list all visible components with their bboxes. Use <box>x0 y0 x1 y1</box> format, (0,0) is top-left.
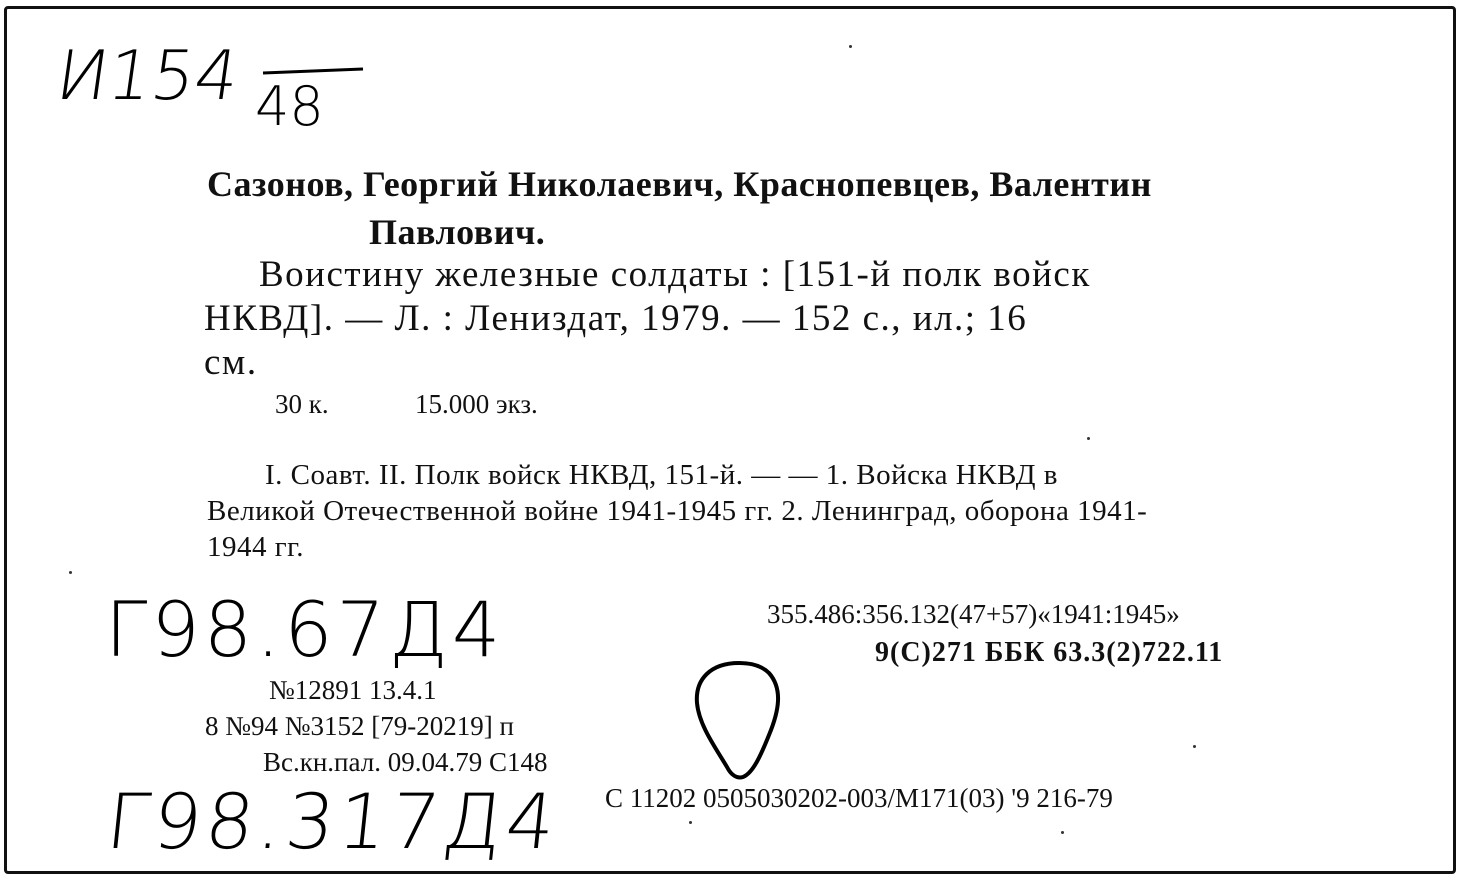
call-number-sub: 48 <box>255 75 324 138</box>
handwritten-code-1: Г98.67Д4 <box>105 585 505 674</box>
speck <box>689 821 692 824</box>
price: 30 к. <box>275 389 329 419</box>
print-run: 15.000 экз. <box>415 389 538 419</box>
author-line-2: Павлович. <box>369 212 546 252</box>
speck <box>849 45 852 48</box>
handwritten-code-2: Г98.317Д4 <box>102 777 564 866</box>
speck <box>1193 745 1196 748</box>
call-number: И154 <box>51 37 244 116</box>
notes-line-2: Великой Отечественной войне 1941-1945 гг. 2. Ленинград, оборона 1941- <box>207 495 1148 527</box>
title-line-1: Воистину железные солдаты : [151-й полк войск <box>259 254 1091 295</box>
speck <box>69 571 72 574</box>
punch-hole <box>691 659 791 789</box>
index-line: С 11202 0505030202-003/М171(03) '9 216-79 <box>605 783 1113 813</box>
speck <box>1061 831 1064 834</box>
author-line-1: Сазонов, Георгий Николаевич, Краснопевцев, Валентин <box>207 164 1152 204</box>
notes-line-3: 1944 гг. <box>207 531 305 563</box>
catalog-card <box>4 6 1456 874</box>
order-line: 8 №94 №3152 [79-20219] п <box>205 711 514 741</box>
notes-line-1: I. Соавт. II. Полк войск НКВД, 151-й. — — 1. Войска НКВД в <box>265 459 1058 491</box>
udc-index: 355.486:356.132(47+57)«1941:1945» <box>767 599 1180 629</box>
record-number: №12891 13.4.1 <box>269 675 437 705</box>
title-line-3: см. <box>204 342 258 383</box>
speck <box>1087 437 1090 440</box>
chamber-line: Вс.кн.пал. 09.04.79 С148 <box>263 747 548 777</box>
title-line-2: НКВД]. — Л. : Лениздат, 1979. — 152 с., ил.; 16 <box>204 298 1028 339</box>
bbk-index: 9(С)271 ББК 63.3(2)722.11 <box>875 637 1224 668</box>
